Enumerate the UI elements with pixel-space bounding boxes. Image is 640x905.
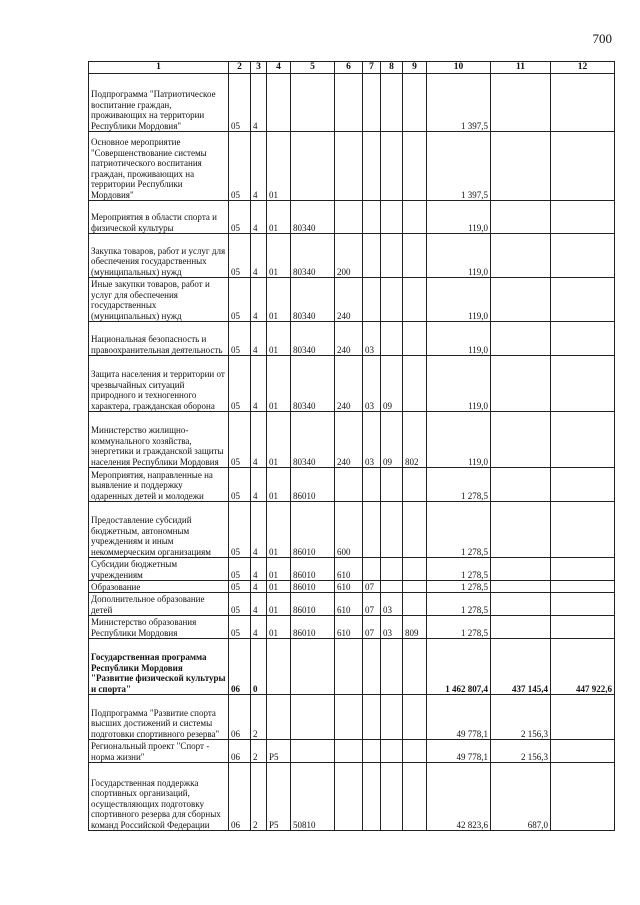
row-value-cell-c3: 2 xyxy=(251,695,267,740)
row-value-cell-c4: 01 xyxy=(267,234,291,278)
row-value-cell-c10: 119,0 xyxy=(427,412,491,468)
row-value-cell-c5: 80340 xyxy=(291,278,335,322)
row-value-cell-c7 xyxy=(363,502,381,558)
row-value-cell-c11 xyxy=(491,132,551,201)
row-value-cell-c4 xyxy=(267,74,291,132)
row-value-cell-c11 xyxy=(491,322,551,356)
row-value-cell-c5: 80340 xyxy=(291,356,335,412)
column-header-5: 5 xyxy=(291,62,335,74)
row-value-cell-c9 xyxy=(403,502,427,558)
row-value-cell-c2: 06 xyxy=(229,639,251,695)
row-value-cell-c5 xyxy=(291,695,335,740)
row-value-cell-c8 xyxy=(381,740,403,763)
row-value-cell-c12: 447 922,6 xyxy=(551,639,615,695)
row-value-cell-c2: 05 xyxy=(229,278,251,322)
row-value-cell-c5: 80340 xyxy=(291,201,335,234)
row-value-cell-c6: 600 xyxy=(335,502,363,558)
row-value-cell-c2: 05 xyxy=(229,74,251,132)
row-value-cell-c7 xyxy=(363,74,381,132)
row-value-cell-c12 xyxy=(551,132,615,201)
column-header-4: 4 xyxy=(267,62,291,74)
row-value-cell-c9 xyxy=(403,201,427,234)
column-header-8: 8 xyxy=(381,62,403,74)
row-value-cell-c9 xyxy=(403,74,427,132)
column-header-9: 9 xyxy=(403,62,427,74)
row-name-cell: Региональный проект "Спорт - норма жизни" xyxy=(89,740,229,763)
row-value-cell-c8 xyxy=(381,234,403,278)
row-value-cell-c5: 86010 xyxy=(291,502,335,558)
row-value-cell-c8 xyxy=(381,278,403,322)
row-value-cell-c7 xyxy=(363,132,381,201)
row-value-cell-c7: 03 xyxy=(363,356,381,412)
row-value-cell-c6: 240 xyxy=(335,412,363,468)
row-value-cell-c12 xyxy=(551,278,615,322)
row-value-cell-c2: 05 xyxy=(229,502,251,558)
column-header-11: 11 xyxy=(491,62,551,74)
row-value-cell-c3: 4 xyxy=(251,74,267,132)
row-value-cell-c4: 01 xyxy=(267,278,291,322)
header-row xyxy=(89,62,615,74)
row-value-cell-c7 xyxy=(363,201,381,234)
row-value-cell-c2: 05 xyxy=(229,132,251,201)
row-value-cell-c8 xyxy=(381,695,403,740)
row-value-cell-c11 xyxy=(491,201,551,234)
row-value-cell-c12 xyxy=(551,558,615,581)
row-value-cell-c4: 01 xyxy=(267,322,291,356)
row-value-cell-c3: 4 xyxy=(251,412,267,468)
row-name-cell: Национальная безопасность и правоохранительная деятельность xyxy=(89,322,229,356)
row-value-cell-c12 xyxy=(551,356,615,412)
column-header-1: 1 xyxy=(89,62,229,74)
row-value-cell-c12 xyxy=(551,581,615,593)
row-value-cell-c11 xyxy=(491,581,551,593)
row-value-cell-c7: 03 xyxy=(363,322,381,356)
row-value-cell-c5: 86010 xyxy=(291,616,335,639)
row-value-cell-c10: 119,0 xyxy=(427,234,491,278)
row-value-cell-c10: 1 278,5 xyxy=(427,558,491,581)
row-value-cell-c4: 01 xyxy=(267,468,291,502)
row-value-cell-c11 xyxy=(491,616,551,639)
row-value-cell-c11 xyxy=(491,234,551,278)
row-value-cell-c12 xyxy=(551,234,615,278)
row-value-cell-c11 xyxy=(491,593,551,616)
row-name-cell: Защита населения и территории от чрезвычайных ситуаций природного и техногенного характера, гражданская оборона xyxy=(89,356,229,412)
row-value-cell-c7 xyxy=(363,278,381,322)
row-name-cell: Основное мероприятие "Совершенствование системы патриотического воспитания граждан, проживающих на территории Республики Мордовия" xyxy=(89,132,229,201)
row-name-cell: Закупка товаров, работ и услуг для обеспечения государственных (муниципальных) нужд xyxy=(89,234,229,278)
column-header-2: 2 xyxy=(229,62,251,74)
row-name-cell: Предоставление субсидий бюджетным, автономным учреждениям и иным некоммерческим организациям xyxy=(89,502,229,558)
row-value-cell-c11 xyxy=(491,502,551,558)
row-value-cell-c10: 1 278,5 xyxy=(427,616,491,639)
row-value-cell-c3: 4 xyxy=(251,132,267,201)
row-value-cell-c9 xyxy=(403,132,427,201)
row-value-cell-c2: 05 xyxy=(229,581,251,593)
table-row xyxy=(89,695,615,740)
row-value-cell-c3: 4 xyxy=(251,322,267,356)
row-value-cell-c11 xyxy=(491,468,551,502)
column-header-7: 7 xyxy=(363,62,381,74)
row-value-cell-c10: 1 278,5 xyxy=(427,593,491,616)
row-value-cell-c7 xyxy=(363,468,381,502)
row-value-cell-c6 xyxy=(335,74,363,132)
row-value-cell-c12 xyxy=(551,502,615,558)
row-value-cell-c6 xyxy=(335,468,363,502)
row-value-cell-c9 xyxy=(403,558,427,581)
row-value-cell-c5 xyxy=(291,132,335,201)
row-value-cell-c3: 2 xyxy=(251,763,267,831)
row-value-cell-c11: 437 145,4 xyxy=(491,639,551,695)
row-value-cell-c2: 05 xyxy=(229,234,251,278)
table-row xyxy=(89,502,615,558)
row-value-cell-c11 xyxy=(491,278,551,322)
row-name-cell: Образование xyxy=(89,581,229,593)
row-name-cell: Субсидии бюджетным учреждениям xyxy=(89,558,229,581)
table-row xyxy=(89,763,615,831)
row-value-cell-c10: 1 278,5 xyxy=(427,502,491,558)
row-value-cell-c6: 610 xyxy=(335,616,363,639)
row-value-cell-c12 xyxy=(551,763,615,831)
row-value-cell-c9 xyxy=(403,468,427,502)
row-value-cell-c10: 1 462 807,4 xyxy=(427,639,491,695)
row-value-cell-c12 xyxy=(551,322,615,356)
row-value-cell-c6: 240 xyxy=(335,322,363,356)
row-value-cell-c8 xyxy=(381,322,403,356)
row-value-cell-c11: 2 156,3 xyxy=(491,740,551,763)
row-value-cell-c7 xyxy=(363,763,381,831)
row-value-cell-c12 xyxy=(551,74,615,132)
table-row xyxy=(89,740,615,763)
row-value-cell-c8: 03 xyxy=(381,593,403,616)
row-value-cell-c10: 1 278,5 xyxy=(427,468,491,502)
row-name-cell: Министерство образования Республики Мордовия xyxy=(89,616,229,639)
row-value-cell-c5: 86010 xyxy=(291,581,335,593)
row-value-cell-c10: 119,0 xyxy=(427,278,491,322)
column-header-12: 12 xyxy=(551,62,615,74)
row-value-cell-c12 xyxy=(551,468,615,502)
row-value-cell-c10: 119,0 xyxy=(427,356,491,412)
table-row xyxy=(89,234,615,278)
row-value-cell-c4: 01 xyxy=(267,502,291,558)
table-row xyxy=(89,132,615,201)
row-value-cell-c6: 610 xyxy=(335,558,363,581)
row-value-cell-c3: 4 xyxy=(251,234,267,278)
row-name-cell: Подпрограмма "Развитие спорта высших достижений и системы подготовки спортивного резерва" xyxy=(89,695,229,740)
row-value-cell-c2: 05 xyxy=(229,593,251,616)
row-value-cell-c3: 4 xyxy=(251,502,267,558)
row-value-cell-c10: 1 397,5 xyxy=(427,132,491,201)
row-value-cell-c2: 05 xyxy=(229,616,251,639)
row-value-cell-c9 xyxy=(403,740,427,763)
row-value-cell-c8 xyxy=(381,132,403,201)
row-value-cell-c8 xyxy=(381,763,403,831)
table-row xyxy=(89,558,615,581)
row-value-cell-c10: 42 823,6 xyxy=(427,763,491,831)
row-value-cell-c4: 01 xyxy=(267,412,291,468)
row-value-cell-c3: 0 xyxy=(251,639,267,695)
row-name-cell: Государственная поддержка спортивных организаций, осуществляющих подготовку спортивного резерва для сборных команд Российской Федерации xyxy=(89,763,229,831)
row-value-cell-c9 xyxy=(403,581,427,593)
row-value-cell-c2: 06 xyxy=(229,740,251,763)
row-value-cell-c4: 01 xyxy=(267,132,291,201)
row-value-cell-c6: 200 xyxy=(335,234,363,278)
row-value-cell-c8 xyxy=(381,201,403,234)
table-row xyxy=(89,616,615,639)
row-value-cell-c8 xyxy=(381,581,403,593)
row-value-cell-c3: 2 xyxy=(251,740,267,763)
row-value-cell-c6: 610 xyxy=(335,593,363,616)
row-value-cell-c10: 119,0 xyxy=(427,322,491,356)
row-value-cell-c9 xyxy=(403,695,427,740)
row-value-cell-c10: 1 397,5 xyxy=(427,74,491,132)
row-value-cell-c3: 4 xyxy=(251,593,267,616)
row-value-cell-c2: 05 xyxy=(229,468,251,502)
row-value-cell-c2: 06 xyxy=(229,763,251,831)
row-name-cell: Государственная программа Республики Мордовия "Развитие физической культуры и спорта" xyxy=(89,639,229,695)
row-value-cell-c8 xyxy=(381,558,403,581)
row-value-cell-c4: 01 xyxy=(267,616,291,639)
row-value-cell-c11: 2 156,3 xyxy=(491,695,551,740)
table-row xyxy=(89,639,615,695)
row-value-cell-c8 xyxy=(381,502,403,558)
row-value-cell-c12 xyxy=(551,695,615,740)
row-value-cell-c2: 05 xyxy=(229,558,251,581)
row-value-cell-c7 xyxy=(363,639,381,695)
row-value-cell-c3: 4 xyxy=(251,468,267,502)
row-value-cell-c5 xyxy=(291,639,335,695)
row-value-cell-c6 xyxy=(335,763,363,831)
row-value-cell-c8 xyxy=(381,74,403,132)
row-value-cell-c11 xyxy=(491,356,551,412)
table-row xyxy=(89,74,615,132)
table-row xyxy=(89,593,615,616)
row-value-cell-c4: Р5 xyxy=(267,740,291,763)
row-value-cell-c9 xyxy=(403,356,427,412)
row-value-cell-c4: 01 xyxy=(267,558,291,581)
row-value-cell-c5: 86010 xyxy=(291,593,335,616)
table-row xyxy=(89,201,615,234)
row-value-cell-c8: 09 xyxy=(381,412,403,468)
budget-table xyxy=(88,61,615,831)
row-value-cell-c2: 05 xyxy=(229,412,251,468)
row-value-cell-c3: 4 xyxy=(251,201,267,234)
column-header-3: 3 xyxy=(251,62,267,74)
row-value-cell-c5: 50810 xyxy=(291,763,335,831)
row-value-cell-c7 xyxy=(363,558,381,581)
table-row xyxy=(89,278,615,322)
row-value-cell-c7 xyxy=(363,695,381,740)
row-name-cell: Дополнительное образование детей xyxy=(89,593,229,616)
table-row xyxy=(89,412,615,468)
row-value-cell-c12 xyxy=(551,593,615,616)
row-value-cell-c10: 119,0 xyxy=(427,201,491,234)
row-value-cell-c5: 86010 xyxy=(291,468,335,502)
row-value-cell-c9 xyxy=(403,639,427,695)
row-value-cell-c4: 01 xyxy=(267,201,291,234)
table-row xyxy=(89,322,615,356)
row-value-cell-c6 xyxy=(335,740,363,763)
row-value-cell-c6: 610 xyxy=(335,581,363,593)
row-value-cell-c9: 802 xyxy=(403,412,427,468)
row-value-cell-c9 xyxy=(403,278,427,322)
row-value-cell-c2: 06 xyxy=(229,695,251,740)
row-value-cell-c9: 809 xyxy=(403,616,427,639)
row-name-cell: Мероприятия, направленные на выявление и поддержку одаренных детей и молодежи xyxy=(89,468,229,502)
row-value-cell-c3: 4 xyxy=(251,616,267,639)
row-value-cell-c4: Р5 xyxy=(267,763,291,831)
row-value-cell-c7: 07 xyxy=(363,616,381,639)
row-value-cell-c7 xyxy=(363,234,381,278)
row-value-cell-c8 xyxy=(381,468,403,502)
row-name-cell: Министерство жилищно-коммунального хозяйства, энергетики и гражданской защиты населения Республики Мордовия xyxy=(89,412,229,468)
row-value-cell-c10: 1 278,5 xyxy=(427,581,491,593)
column-header-10: 10 xyxy=(427,62,491,74)
row-value-cell-c8: 09 xyxy=(381,356,403,412)
row-value-cell-c7: 07 xyxy=(363,581,381,593)
row-value-cell-c2: 05 xyxy=(229,322,251,356)
table-row xyxy=(89,581,615,593)
row-value-cell-c9 xyxy=(403,322,427,356)
row-value-cell-c4 xyxy=(267,695,291,740)
row-name-cell: Иные закупки товаров, работ и услуг для обеспечения государственных (муниципальных) нужд xyxy=(89,278,229,322)
row-value-cell-c4 xyxy=(267,639,291,695)
row-value-cell-c12 xyxy=(551,412,615,468)
row-value-cell-c8 xyxy=(381,639,403,695)
row-value-cell-c11 xyxy=(491,74,551,132)
row-value-cell-c12 xyxy=(551,201,615,234)
row-value-cell-c10: 49 778,1 xyxy=(427,695,491,740)
row-value-cell-c12 xyxy=(551,740,615,763)
row-value-cell-c6 xyxy=(335,639,363,695)
row-value-cell-c6 xyxy=(335,695,363,740)
row-value-cell-c12 xyxy=(551,616,615,639)
row-value-cell-c4: 01 xyxy=(267,356,291,412)
row-value-cell-c11 xyxy=(491,558,551,581)
page-number: 700 xyxy=(592,31,612,46)
row-value-cell-c11: 687,0 xyxy=(491,763,551,831)
row-value-cell-c6: 240 xyxy=(335,356,363,412)
table-row xyxy=(89,356,615,412)
row-value-cell-c6: 240 xyxy=(335,278,363,322)
row-value-cell-c7: 03 xyxy=(363,412,381,468)
row-value-cell-c3: 4 xyxy=(251,356,267,412)
row-value-cell-c4: 01 xyxy=(267,581,291,593)
row-value-cell-c2: 05 xyxy=(229,356,251,412)
row-value-cell-c8: 03 xyxy=(381,616,403,639)
row-value-cell-c6 xyxy=(335,201,363,234)
row-value-cell-c11 xyxy=(491,412,551,468)
row-value-cell-c7 xyxy=(363,740,381,763)
row-value-cell-c3: 4 xyxy=(251,558,267,581)
row-value-cell-c5: 80340 xyxy=(291,234,335,278)
row-name-cell: Подпрограмма "Патриотическое воспитание граждан, проживающих на территории Республики Мордовия" xyxy=(89,74,229,132)
row-value-cell-c9 xyxy=(403,763,427,831)
row-value-cell-c4: 01 xyxy=(267,593,291,616)
row-value-cell-c10: 49 778,1 xyxy=(427,740,491,763)
row-value-cell-c9 xyxy=(403,234,427,278)
row-value-cell-c5: 80340 xyxy=(291,412,335,468)
row-value-cell-c9 xyxy=(403,593,427,616)
row-value-cell-c5: 80340 xyxy=(291,322,335,356)
row-value-cell-c7: 07 xyxy=(363,593,381,616)
row-value-cell-c2: 05 xyxy=(229,201,251,234)
row-value-cell-c5 xyxy=(291,74,335,132)
row-value-cell-c6 xyxy=(335,132,363,201)
column-header-6: 6 xyxy=(335,62,363,74)
row-name-cell: Мероприятия в области спорта и физической культуры xyxy=(89,201,229,234)
table-body xyxy=(89,74,615,831)
row-value-cell-c3: 4 xyxy=(251,278,267,322)
row-value-cell-c3: 4 xyxy=(251,581,267,593)
row-value-cell-c5: 86010 xyxy=(291,558,335,581)
table-row xyxy=(89,468,615,502)
row-value-cell-c5 xyxy=(291,740,335,763)
